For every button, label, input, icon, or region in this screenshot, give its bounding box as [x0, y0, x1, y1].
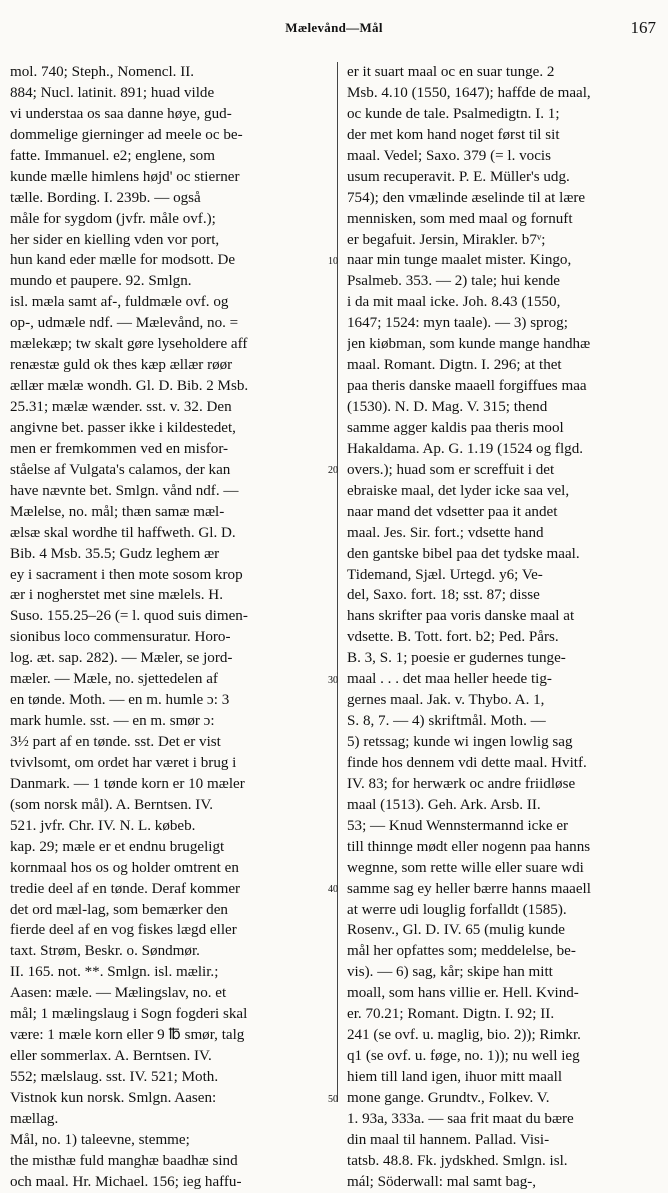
text-line: (1530). N. D. Mag. V. 315; thend	[347, 399, 548, 415]
text-line: men er fremkommen ved en misfor-	[10, 440, 229, 457]
text-line: samme sag ey heller bærre hanns maaell	[347, 880, 591, 897]
left-column	[10, 62, 328, 1193]
text-line: ær i nogherstet met sine mælels. H.	[10, 587, 223, 604]
text-line: jen kiøbman, som kunde mange handhæ	[347, 336, 591, 353]
text-line: op-, udmæle ndf. — Mælevånd, no. =	[10, 315, 239, 332]
text-line: maal . . . det maa heller heede tig-	[347, 671, 552, 688]
text-line: mæler. — Mæle, no. sjettedelen af	[10, 671, 218, 688]
text-line: en tønde. Moth. — en m. humle ɔ: 3	[10, 692, 230, 709]
text-line: 5) retssag; kunde wi ingen lowlig sag	[347, 734, 573, 750]
text-line: mål her opfattes som; meddelelse, be-	[347, 943, 576, 960]
text-line: usum recuperavit. P. E. Müller's udg.	[347, 168, 570, 185]
text-line: 53; — Knud Wennstermannd icke er	[347, 817, 569, 834]
line-number: 20	[328, 465, 338, 477]
text-line: Tidemand, Sjæl. Urtegd. y6; Ve-	[347, 566, 543, 583]
text-line: Vistnok kun norsk. Smlgn. Aasen:	[10, 1089, 217, 1106]
text-line: Aasen: mæle. — Mælingslav, no. et	[10, 985, 227, 1002]
text-line: vdsette. B. Tott. fort. b2; Ped. Pårs.	[347, 629, 559, 646]
text-line: Msb. 4.10 (1550, 1647); haffde de maal,	[347, 84, 591, 101]
text-line: Bib. 4 Msb. 35.5; Gudz leghem ær	[10, 545, 220, 562]
text-line: ståelse af Vulgata's calamos, der kan	[10, 461, 231, 478]
text-line: være: 1 mæle korn eller 9 ℔ smør, talg	[10, 1027, 245, 1044]
line-number: 40	[328, 884, 338, 896]
text-line: 521. jvfr. Chr. IV. N. L. købeb.	[10, 817, 196, 834]
text-line: isl. mæla samt af-, fuldmæle ovf. og	[10, 294, 229, 311]
text-line: q1 (se ovf. u. føge, no. 1)); nu well ieg	[347, 1048, 580, 1065]
text-line: Rosenv., Gl. D. IV. 65 (mulig kunde	[347, 922, 566, 939]
line-number: 50	[328, 1093, 338, 1105]
text-line: taxt. Strøm, Beskr. o. Søndmør.	[10, 943, 200, 960]
text-line: vi understaa os saa danne høye, gud-	[10, 105, 232, 122]
text-line: mol. 740; Steph., Nomencl. II.	[10, 64, 195, 80]
text-line: er it suart maal oc en suar tunge. 2	[347, 64, 555, 80]
text-line: ælsæ skal wordhe til haffweth. Gl. D.	[10, 524, 236, 541]
right-column	[347, 62, 661, 1193]
text-line: mark humle. sst. — en m. smør ɔ:	[10, 713, 215, 730]
text-line: maal. Jes. Sir. fort.; vdsette hand	[347, 524, 544, 541]
text-line: maal. Vedel; Saxo. 379 (= l. vocis	[347, 147, 552, 164]
text-line: den gantske bibel paa det tydske maal.	[347, 545, 580, 562]
text-line: maal. Romant. Digtn. I. 296; at thet	[347, 357, 562, 374]
text-line: finde hos dennem vdi dette maal. Hvitf.	[347, 754, 587, 771]
text-line: vis). — 6) sag, kår; skipe han mitt	[347, 964, 553, 981]
text-line: hiem till land igen, ihuor mitt maall	[347, 1069, 563, 1085]
text-line: mællag.	[10, 1110, 59, 1127]
text-line: (som norsk mål). A. Berntsen. IV.	[10, 796, 214, 813]
text-line: naar mand det vdsetter paa it andet	[347, 503, 558, 520]
text-line: overs.); huad som er screffuit i det	[347, 461, 555, 478]
text-line: Suso. 155.25–26 (= l. quod suis dimen-	[10, 608, 248, 625]
text-line: angivne bet. passer ikke i kildestedet,	[10, 419, 236, 436]
text-line: mælekæp; tw skalt gøre lyseholdere aff	[10, 336, 248, 353]
text-line: gernes maal. Jak. v. Thybo. A. 1,	[347, 692, 545, 709]
text-line: 552; mælslaug. sst. IV. 521; Moth.	[10, 1069, 219, 1085]
page-header	[0, 18, 668, 42]
text-line: renæstæ guld ok thes kæp ællær røør	[10, 357, 233, 374]
text-line: tvivlsomt, om ordet har været i brug i	[10, 754, 237, 771]
text-line: kunde mælle himlens højd' oc stierner	[10, 168, 240, 185]
text-line: er. 70.21; Romant. Digtn. I. 92; II.	[347, 1006, 555, 1023]
text-line: mennisken, som med maal og fornuft	[347, 210, 573, 227]
text-line: 1. 93a, 333a. — saa frit maat du bære	[347, 1110, 574, 1127]
text-line: er begafuit. Jersin, Mirakler. b7ᵛ;	[347, 231, 546, 248]
text-line: 884; Nucl. latinit. 891; huad vilde	[10, 84, 215, 101]
text-line: naar min tunge maalet mister. Kingo,	[347, 252, 572, 269]
text-line: till thinnge mødt eller nogenn paa hanns	[347, 838, 591, 855]
text-line: tatsb. 48.8. Fk. jydskhed. Smlgn. isl.	[347, 1152, 568, 1169]
text-line: hun kand eder mælle for modsott. De	[10, 252, 236, 269]
text-line: del, Saxo. fort. 18; sst. 87; disse	[347, 587, 540, 604]
text-line: moall, som hans villie er. Hell. Kvind-	[347, 985, 579, 1002]
text-line: have nævnte bet. Smlgn. vånd ndf. —	[10, 482, 239, 499]
text-line: 241 (se ovf. u. maglig, bio. 2)); Rimkr.	[347, 1027, 581, 1044]
text-line: mundo et paupere. 92. Smlgn.	[10, 273, 192, 290]
text-line: ællær mælæ wondh. Gl. D. Bib. 2 Msb.	[10, 378, 249, 395]
text-line: Danmark. — 1 tønde korn er 10 mæler	[10, 775, 245, 792]
text-line: sionibus loco commensuratur. Horo-	[10, 629, 231, 646]
text-line: B. 3, S. 1; poesie er gudernes tunge-	[347, 650, 566, 667]
text-line: tredie deel af en tønde. Deraf kommer	[10, 880, 241, 897]
text-line: mál; Söderwall: mal samt bag-,	[347, 1173, 537, 1190]
running-head: Mælevånd—Mål	[285, 20, 383, 35]
text-line: at werre udi louglig forfalldt (1585).	[347, 901, 567, 918]
text-line: kap. 29; mæle er et endnu brugeligt	[10, 838, 225, 855]
line-number: 10	[328, 255, 338, 267]
text-line: Hakaldama. Ap. G. 1.19 (1524 og flgd.	[347, 440, 584, 457]
text-line: eller sommerlax. A. Berntsen. IV.	[10, 1048, 212, 1065]
page-number: 167	[630, 18, 656, 37]
text-line: log. æt. sap. 282). — Mæler, se jord-	[10, 650, 233, 667]
text-line: Mål, no. 1) taleevne, stemme;	[10, 1131, 190, 1148]
text-line: samme agger kaldis paa theris mool	[347, 419, 564, 436]
text-line: II. 165. not. **. Smlgn. isl. mælir.;	[10, 964, 219, 981]
text-line: måle for sygdom (jvfr. måle ovf.);	[10, 210, 216, 227]
text-line: wegnne, som rette wille eller suare wdi	[347, 859, 584, 876]
text-line: paa theris danske maaell forgiffues maa	[347, 378, 587, 395]
text-line: ebraiske maal, det lyder icke saa vel,	[347, 482, 570, 499]
text-line: kornmaal hos os og holder omtrent en	[10, 859, 239, 876]
text-line: 1647; 1524: myn taale). — 3) sprog;	[347, 315, 568, 332]
text-line: ey i sacrament i then mote sosom krop	[10, 566, 243, 583]
text-line: det ord mæl-lag, som bemærker den	[10, 901, 228, 918]
text-line: maal (1513). Geh. Ark. Arsb. II.	[347, 796, 541, 813]
text-line: 754); den vmælinde æselinde til at lære	[347, 189, 586, 206]
text-line: och maal. Hr. Michael. 156; ieg haffu-	[10, 1173, 242, 1190]
text-line: mål; 1 mælingslaug i Sogn fogderi skal	[10, 1006, 248, 1023]
text-line: fierde deel af en vog fiskes lægd eller	[10, 922, 237, 939]
text-line: IV. 83; for herwærk oc andre friidløse	[347, 775, 576, 792]
line-number: 30	[328, 674, 338, 686]
text-line: din maal til hannem. Pallad. Visi-	[347, 1131, 550, 1148]
text-line: the misthæ fuld manghæ baadhæ sind	[10, 1152, 238, 1169]
column-rule	[337, 62, 338, 1102]
text-line: mone gange. Grundtv., Folkev. V.	[347, 1089, 550, 1106]
text-line: der met kom hand noget først til sit	[347, 126, 560, 143]
text-line: dommelige gierninger ad meele oc be-	[10, 126, 243, 143]
text-line: her sider en kielling vden vor port,	[10, 231, 220, 248]
text-line: Psalmeb. 353. — 2) tale; hui kende	[347, 273, 560, 290]
text-line: hans skrifter paa voris danske maal at	[347, 608, 575, 625]
text-line: fatte. Immanuel. e2; englene, som	[10, 147, 215, 164]
text-line: tælle. Bording. I. 239b. — også	[10, 189, 201, 206]
text-line: 25.31; mælæ wænder. sst. v. 32. Den	[10, 399, 232, 415]
text-line: 3½ part af en tønde. sst. Det er vist	[10, 734, 221, 750]
text-line: S. 8, 7. — 4) skriftmål. Moth. —	[347, 713, 546, 730]
text-line: Mælelse, no. mål; thæn samæ mæl-	[10, 503, 225, 520]
text-line: i da mit maal icke. Joh. 8.43 (1550,	[347, 294, 561, 311]
text-line: oc kunde de tale. Psalmedigtn. I. 1;	[347, 105, 560, 122]
